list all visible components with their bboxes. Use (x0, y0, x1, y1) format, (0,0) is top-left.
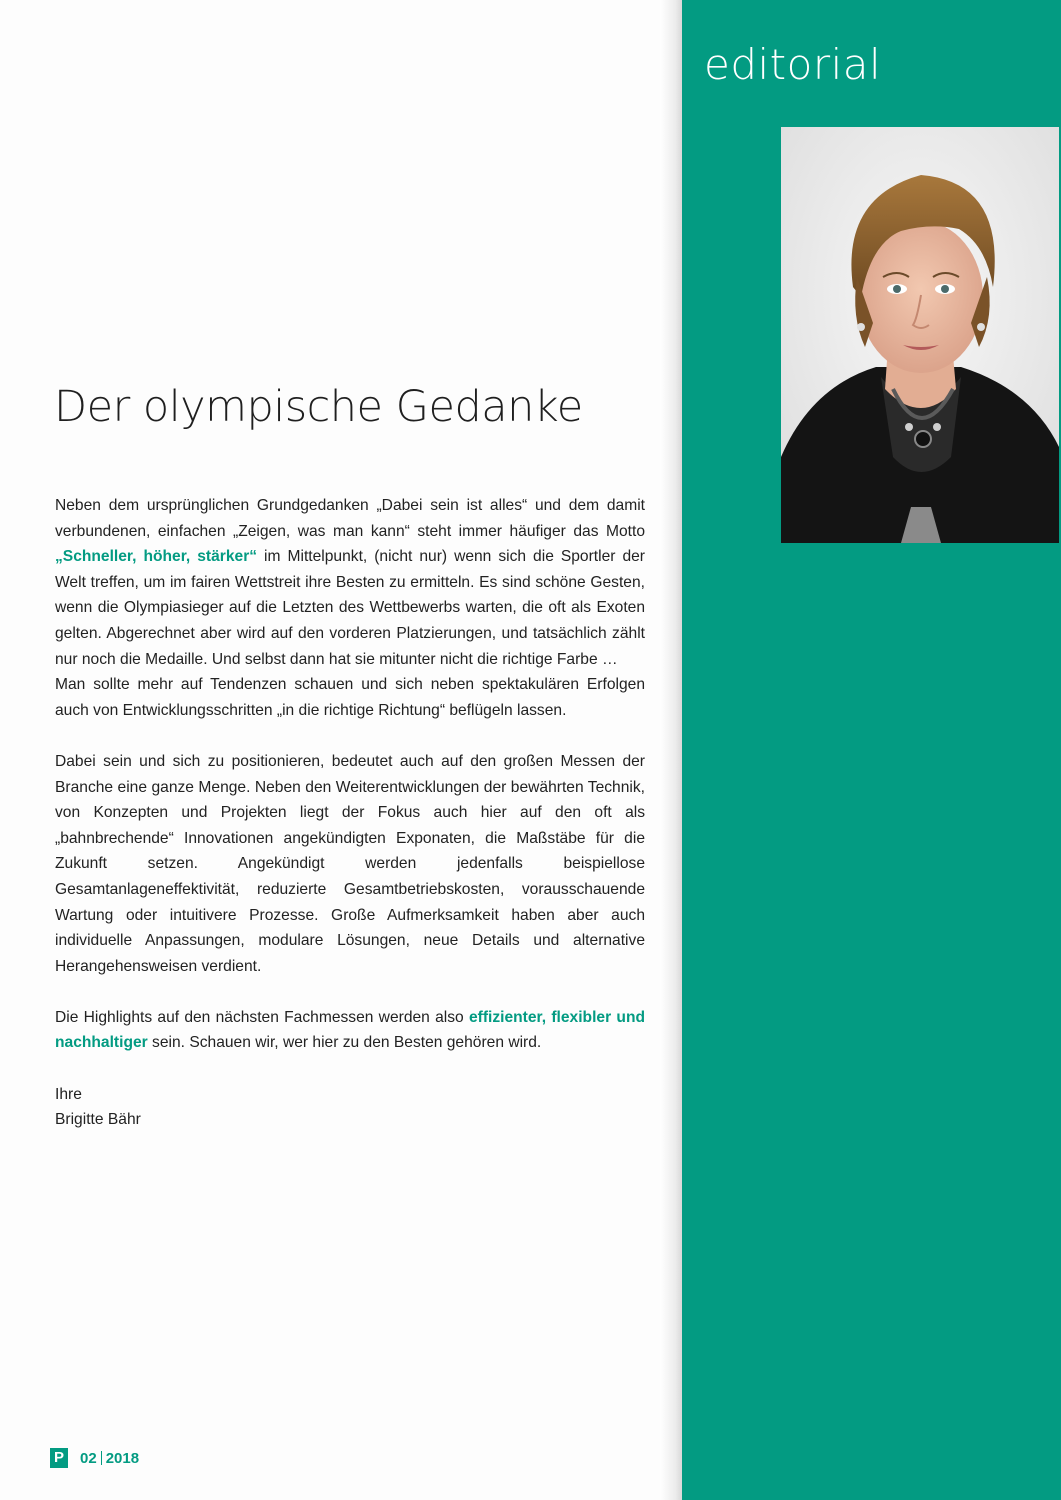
portrait-illustration (781, 127, 1059, 543)
issue-number: 02 (80, 1449, 97, 1467)
article-body (55, 493, 645, 1133)
motto-highlight: „Schneller, höher, stärker“ (55, 548, 258, 566)
issue-divider (101, 1451, 102, 1465)
issue-info (80, 1450, 139, 1467)
page-footer (50, 1448, 139, 1468)
paragraph-4-text-a: Die Highlights auf den nächsten Fachmessen werden also (55, 1008, 469, 1026)
paragraph-4-text-b: sein. Schauen wir, wer hier zu den Besten gehören wird. (147, 1034, 542, 1052)
paragraph-4 (55, 1005, 645, 1056)
issue-year: 2018 (105, 1449, 140, 1467)
signature-name: Brigitte Bähr (55, 1111, 141, 1129)
signature-salutation: Ihre (55, 1085, 82, 1103)
signature (55, 1082, 645, 1133)
highlights-emphasis: effizienter, flexibler und nachhaltiger (55, 1008, 645, 1052)
page-fold-shadow (660, 0, 682, 1500)
editorial-panel (682, 0, 1061, 1500)
paragraph-3: Dabei sein und sich zu positionieren, bedeutet auch auf den großen Messen der Branche eine ganze Menge. Neben den Weiterentwicklungen der bewährten Technik, von Konzepten und Projekten liegt der Fokus auch hier auf den oft als „bahnbrechende“ Innovationen angekündigten Exponaten, die Maßstäbe für die Zukunft setzen. Angekündigt werden jedenfalls beispiellose Gesamtanlageneffektivität, reduzierte Gesamtbetriebskosten, vorausschauende Wartung oder intuitivere Prozesse. Große Aufmerksamkeit haben aber auch individuelle Anpassungen, modulare Lösungen, neue Details und alternative Herangehensweisen verdient. (55, 752, 645, 975)
paragraph-1 (55, 493, 645, 672)
paragraph-2: Man sollte mehr auf Tendenzen schauen und sich neben spektakulären Erfolgen auch von Entwicklungsschritten „in die richtige Richtung“ beflügeln lassen. (55, 676, 645, 719)
section-label: editorial (704, 40, 882, 89)
author-portrait (781, 127, 1059, 543)
paragraph-1-text-b: im Mittelpunkt, (nicht nur) wenn sich die Sportler der Welt treffen, um im fairen Wettstreit ihre Besten zu ermitteln. Es sind schöne Gesten, wenn die Olympiasieger auf die Letzten des Wettbewerbs warten, die oft als Exoten gelten. Abgerechnet aber wird auf den vorderen Platzierungen, und tatsächlich zählt nur noch die Medaille. Und selbst dann hat sie mitunter nicht die richtige Farbe … (55, 548, 645, 668)
paragraph-1-text-a: Neben dem ursprünglichen Grundgedanken „Dabei sein ist alles“ und dem damit verbundenen, einfachen „Zeigen, was man kann“ steht immer häufiger das Motto (55, 497, 645, 540)
headline: Der olympische Gedanke (54, 382, 583, 432)
magazine-logo: P (50, 1448, 68, 1468)
